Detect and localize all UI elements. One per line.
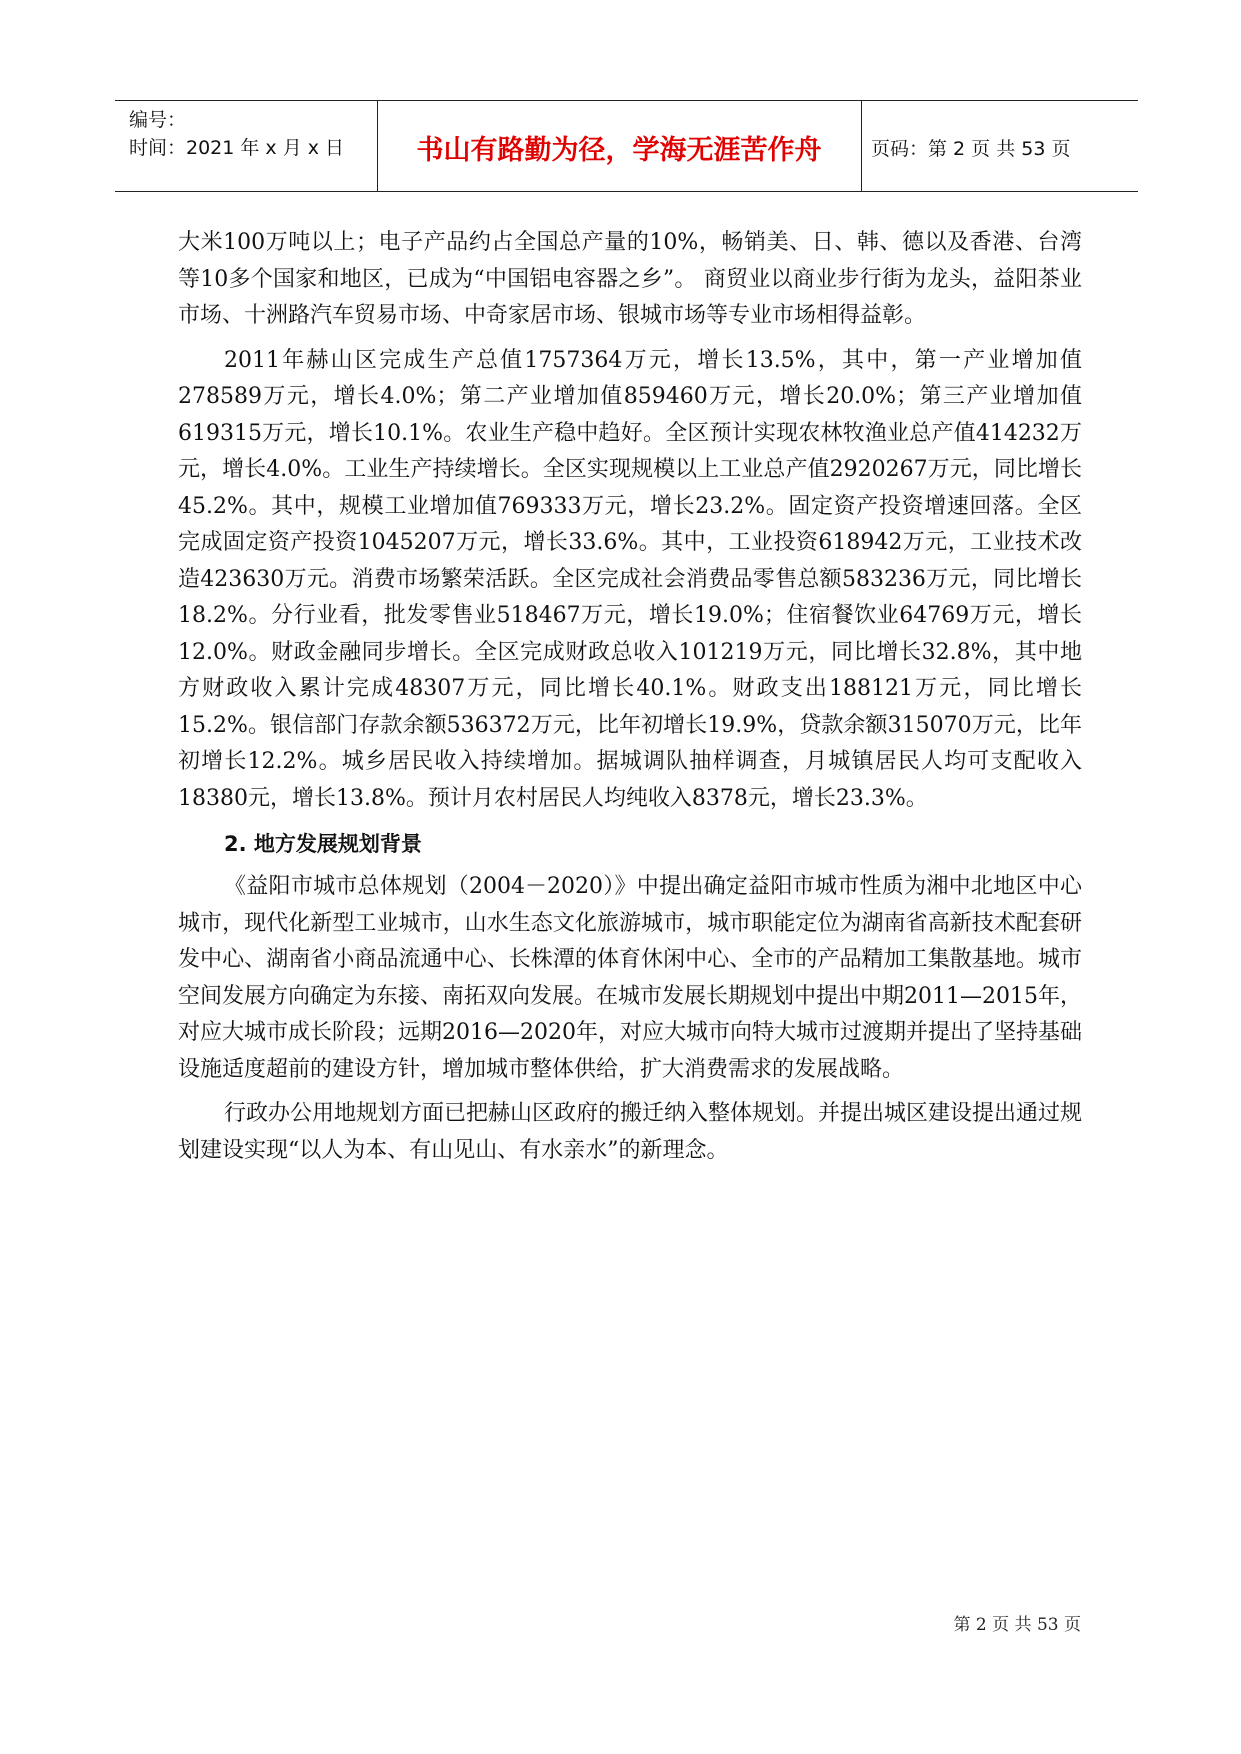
paragraph: 《益阳市城市总体规划（2004－2020）》中提出确定益阳市城市性质为湘中北地区中心城市，现代化新型工业城市，山水生态文化旅游城市，城市职能定位为湖南省高新技术配套研发中心、湖南省小商品流通中心、长株潭的体育休闲中心、全市的产品精加工集散基地。城市空间发展方向确定为东接、南拓双向发展。在城市发展长期规划中提出中期2011—2015年，对应大城市成长阶段；远期2016—2020年，对应大城市向特大城市过渡期并提出了坚持基础设施适度超前的建设方针，增加城市整体供给，扩大消费需求的发展战略。 [178,874,1082,1082]
paragraph: 2011年赫山区完成生产总值1757364万元，增长13.5%，其中，第一产业增加值278589万元，增长4.0%；第二产业增加值859460万元，增长20.0%；第三产业增加值619315万元，增长10.1%。农业生产稳中趋好。全区预计实现农林牧渔业总产值414232万元，增长4.0%。工业生产持续增长。全区实现规模以上工业总产值2920267万元，同比增长45.2%。其中，规模工业增加值769333万元，增长23.2%。固定资产投资增速回落。全区完成固定资产投资1045207万元，增长33.6%。其中，工业投资618942万元，工业技术改造423630万元。消费市场繁荣活跃。全区完成社会消费品零售总额583236万元，同比增长18.2%。分行业看，批发零售业518467万元，增长19.0%；住宿餐饮业64769万元，增长12.0%。财政金融同步增长。全区完成财政总收入101219万元，同比增长32.8%，其中地方财政收入累计完成48307万元，同比增长40.1%。财政支出188121万元，同比增长15.2%。银信部门存款余额536372万元，比年初增长19.9%，贷款余额315070万元，比年初增长12.2%。城乡居民收入持续增加。据城调队抽样调查，月城镇居民人均可支配收入18380元，增长13.8%。预计月农村居民人均纯收入8378元，增长23.3%。 [178,347,1082,811]
document-date-label: 时间：2021 年 x 月 x 日 [129,137,345,159]
section-heading: 2. 地方发展规划背景 [224,832,422,856]
header-motto: 书山有路勤为径，学海无涯苦作舟 [416,134,822,166]
header-page-info: 页码：第 2 页 共 53 页 [871,137,1071,160]
document-number-label: 编号： [129,109,187,131]
paragraph: 行政办公用地规划方面已把赫山区政府的搬迁纳入整体规划。并提出城区建设提出通过规划建设实现“以人为本、有山见山、有水亲水”的新理念。 [178,1101,1083,1163]
paragraph: 大米100万吨以上；电子产品约占全国总产量的10%，畅销美、日、韩、德以及香港、台湾等10多个国家和地区，已成为“中国铝电容器之乡”。 商贸业以商业步行街为龙头，益阳茶业市场、十洲路汽车贸易市场、中奇家居市场、银城市场等专业市场相得益彰。 [178,230,1082,328]
document-body [178,225,1082,1169]
header-meta [129,106,344,162]
document-header [115,100,1138,192]
page-footer: 第 2 页 共 53 页 [953,1615,1081,1635]
header-divider [861,101,862,191]
